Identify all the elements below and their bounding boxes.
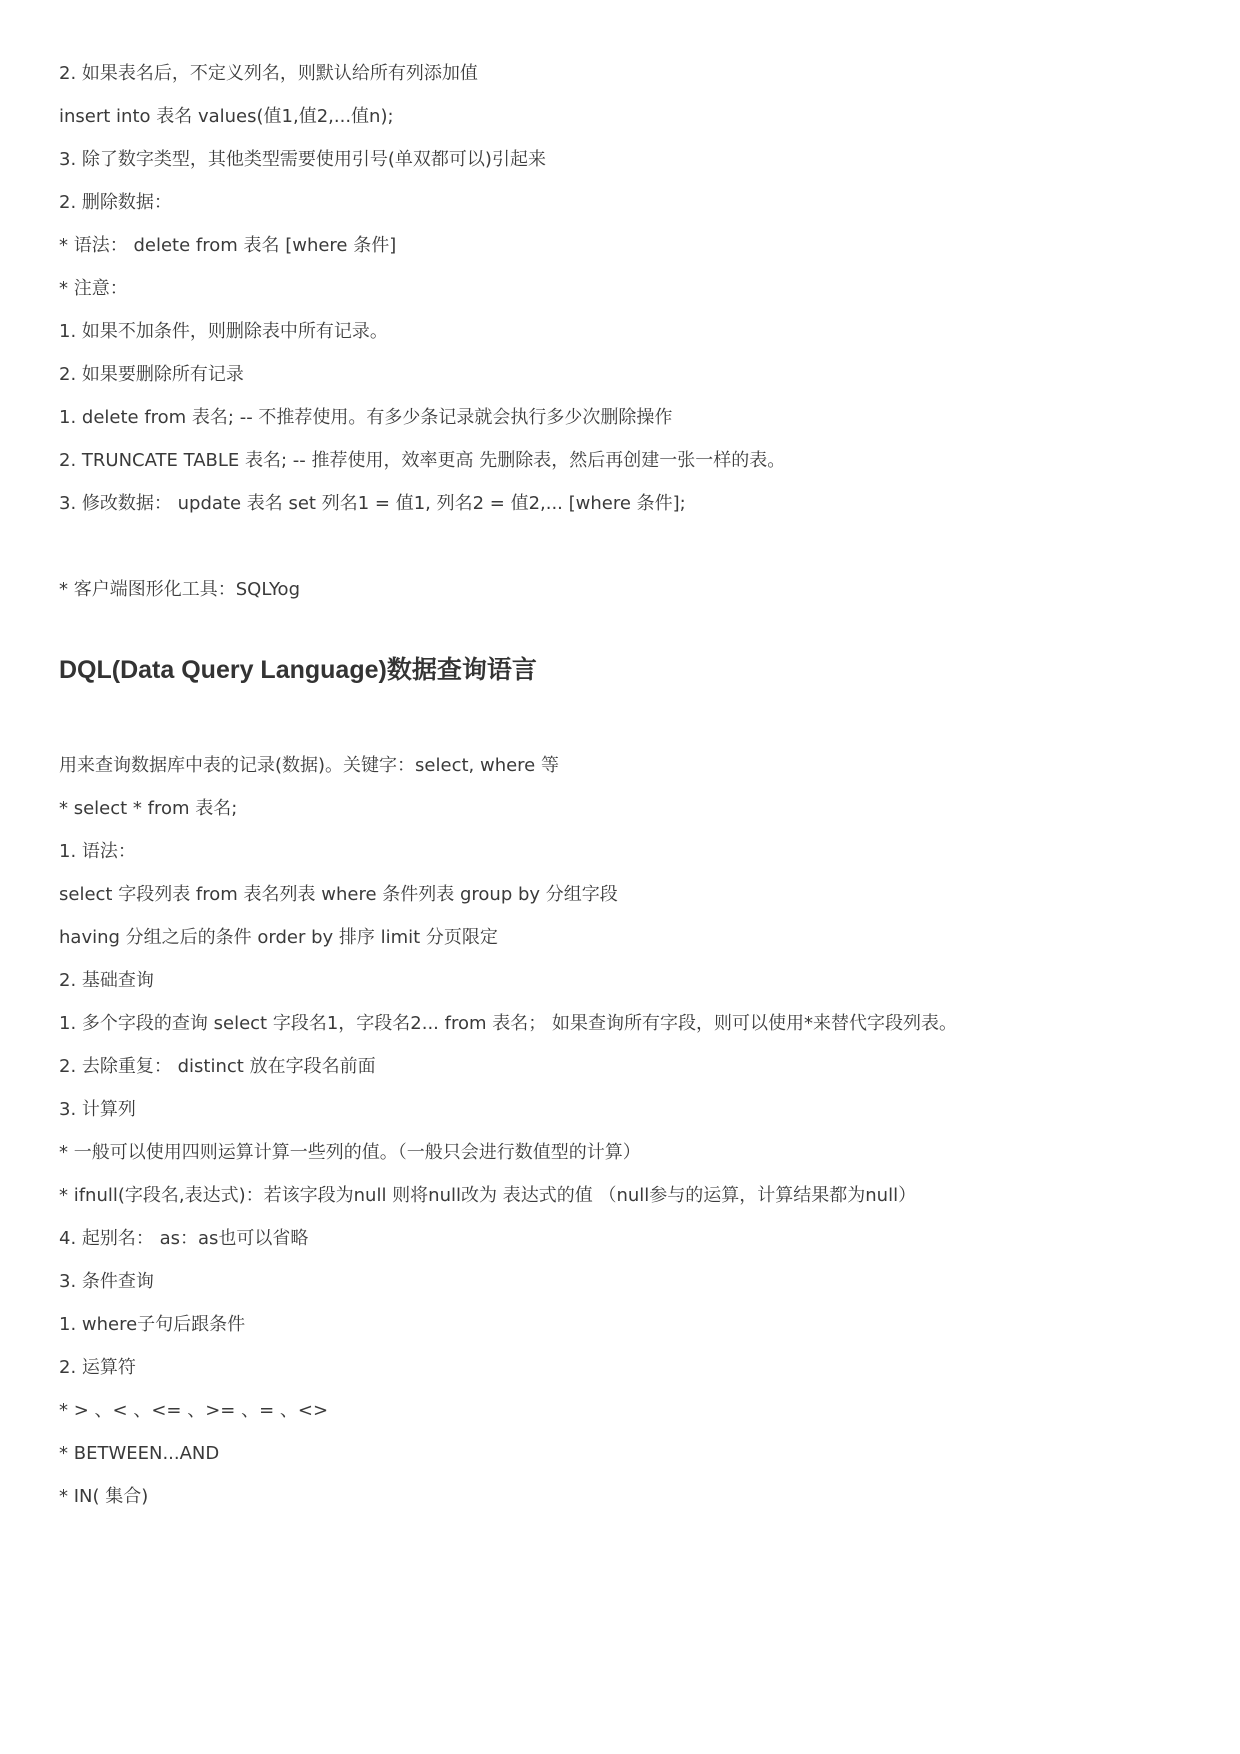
- text-line-where-clause: 1. where子句后跟条件: [59, 1314, 246, 1335]
- text-line-truncate: 2. TRUNCATE TABLE 表名; -- 推荐使用，效率更高 先删除表，然后再创建一张一样的表。: [59, 450, 786, 471]
- text-line-comparison-ops: * > 、< 、<= 、>= 、= 、<>: [59, 1400, 329, 1421]
- text-line-quote-rule: 3. 除了数字类型，其他类型需要使用引号(单双都可以)引起来: [59, 149, 546, 170]
- text-line-select-all: * select * from 表名;: [59, 798, 238, 819]
- text-line-arithmetic: * 一般可以使用四则运算计算一些列的值。（一般只会进行数值型的计算）: [59, 1142, 641, 1163]
- text-line-update-syntax: 3. 修改数据： update 表名 set 列名1 = 值1, 列名2 = 值2,... [where 条件];: [59, 493, 686, 514]
- text-line-dql-intro: 用来查询数据库中表的记录(数据)。关键字：select, where 等: [59, 755, 559, 776]
- text-line-distinct: 2. 去除重复： distinct 放在字段名前面: [59, 1056, 376, 1077]
- text-line-ifnull: * ifnull(字段名,表达式)：若该字段为null 则将null改为 表达式的值 （null参与的运算，计算结果都为null）: [59, 1185, 917, 1206]
- text-line-syntax-title: 1. 语法：: [59, 841, 136, 862]
- text-line-having-syntax: having 分组之后的条件 order by 排序 limit 分页限定: [59, 927, 498, 948]
- text-line-delete-syntax: * 语法： delete from 表名 [where 条件]: [59, 235, 397, 256]
- text-line-operators: 2. 运算符: [59, 1357, 136, 1378]
- text-line-basic-query: 2. 基础查询: [59, 970, 154, 991]
- text-line-select-syntax: select 字段列表 from 表名列表 where 条件列表 group by 分组字段: [59, 884, 618, 905]
- text-line-no-condition: 1. 如果不加条件，则删除表中所有记录。: [59, 321, 388, 342]
- text-line-computed-column: 3. 计算列: [59, 1099, 136, 1120]
- text-line-multi-field: 1. 多个字段的查询 select 字段名1，字段名2... from 表名； 如果查询所有字段，则可以使用*来替代字段列表。: [59, 1013, 957, 1034]
- text-line-in-set: * IN( 集合): [59, 1486, 149, 1507]
- text-line-client-tool: * 客户端图形化工具：SQLYog: [59, 579, 300, 600]
- text-line-note: * 注意：: [59, 278, 128, 299]
- text-line-insert-syntax: insert into 表名 values(值1,值2,...值n);: [59, 106, 394, 127]
- text-line-delete-title: 2. 删除数据：: [59, 192, 172, 213]
- text-line-insert-default-columns: 2. 如果表名后，不定义列名，则默认给所有列添加值: [59, 63, 478, 84]
- text-line-delete-from: 1. delete from 表名; -- 不推荐使用。有多少条记录就会执行多少次删除操作: [59, 407, 673, 428]
- text-line-delete-all: 2. 如果要删除所有记录: [59, 364, 244, 385]
- text-line-condition-query: 3. 条件查询: [59, 1271, 154, 1292]
- text-line-between: * BETWEEN...AND: [59, 1443, 220, 1464]
- section-heading-dql: DQL(Data Query Language)数据查询语言: [59, 656, 537, 684]
- text-line-alias: 4. 起别名： as：as也可以省略: [59, 1228, 309, 1249]
